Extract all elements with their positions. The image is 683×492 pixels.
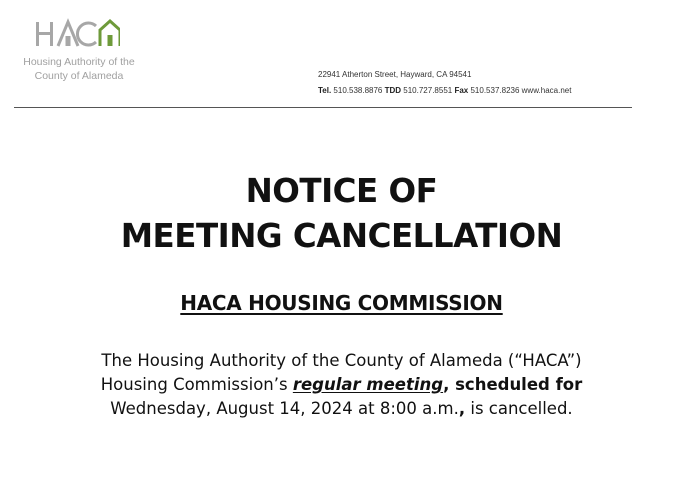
contact-info xyxy=(318,67,571,99)
tel-number: 510.538.8876 xyxy=(333,86,383,95)
fax-number: 510.537.8236 xyxy=(470,86,520,95)
body-line2-start: Housing Commission’s xyxy=(100,375,293,394)
phone-line xyxy=(318,83,571,99)
tdd-label: TDD xyxy=(384,86,402,95)
commission-heading xyxy=(0,290,683,316)
body-line1: The Housing Authority of the County of Alameda (“HACA”) xyxy=(101,351,582,370)
notice-title-line2: MEETING CANCELLATION xyxy=(120,217,563,255)
body-line3 xyxy=(0,397,683,421)
commission-name: HACA HOUSING COMMISSION xyxy=(180,291,503,315)
haca-logo-mark xyxy=(36,18,120,50)
tel-label: Tel. xyxy=(318,86,332,95)
body-line3-end: is cancelled. xyxy=(465,399,573,418)
body-line3-comma: , xyxy=(458,399,466,418)
regular-meeting-emphasis: regular meeting xyxy=(292,375,444,394)
notice-title-line1: NOTICE OF xyxy=(245,172,438,210)
notice-body xyxy=(0,349,683,421)
logo-organization-name xyxy=(14,55,144,83)
meeting-datetime: Wednesday, August 14, 2024 at 8:00 a.m. xyxy=(110,399,459,418)
fax-label: Fax xyxy=(454,86,469,95)
logo-subtitle-line1: Housing Authority of the xyxy=(23,56,135,68)
body-line2 xyxy=(0,373,683,397)
logo-subtitle-line2: County of Alameda xyxy=(34,70,124,82)
haca-logo xyxy=(36,18,120,50)
header-divider xyxy=(14,107,632,108)
body-line2-end: , scheduled for xyxy=(443,375,583,394)
address: 22941 Atherton Street, Hayward, CA 94541 xyxy=(318,70,472,79)
tdd-number: 510.727.8551 xyxy=(403,86,453,95)
website-link[interactable]: www.haca.net xyxy=(521,86,572,95)
